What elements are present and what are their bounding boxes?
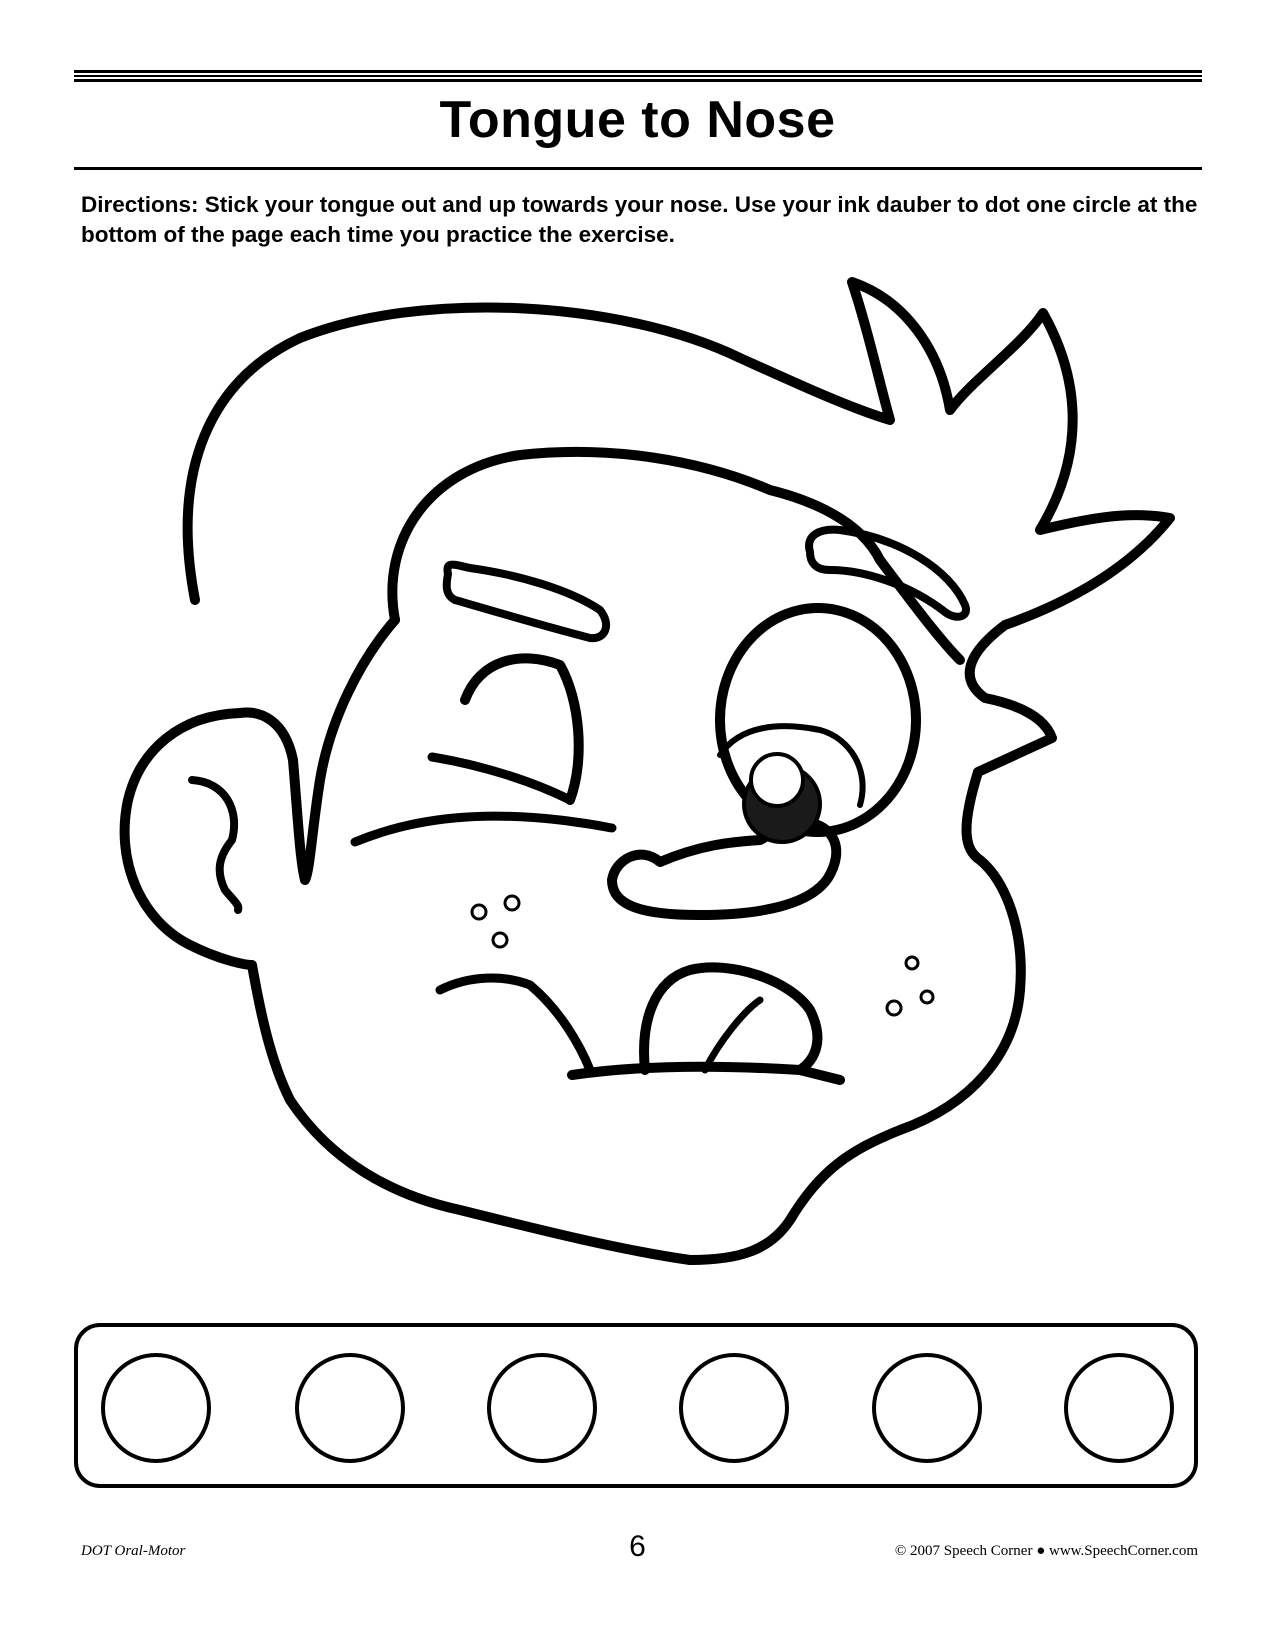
practice-circle-3[interactable] — [487, 1353, 597, 1463]
practice-circle-6[interactable] — [1064, 1353, 1174, 1463]
practice-circle-box — [74, 1323, 1198, 1488]
smile — [440, 978, 590, 1070]
freckle — [906, 957, 918, 969]
footer-copyright: © 2007 Speech Corner ● www.SpeechCorner.com — [894, 1543, 1198, 1559]
page-title: Tongue to Nose — [439, 91, 836, 149]
wink-lid — [432, 757, 570, 800]
tongue — [644, 967, 817, 1070]
practice-circle-1[interactable] — [101, 1353, 211, 1463]
left-eyebrow — [447, 565, 606, 639]
footer-series-name: DOT Oral-Motor — [81, 1543, 186, 1559]
freckle — [887, 1001, 901, 1015]
tongue-groove — [705, 1000, 760, 1070]
hair-outline — [188, 282, 1170, 772]
directions-text: Directions: Stick your tongue out and up towards your nose. Use your ink dauber to dot one circle at the bottom of the page each time you practice the exercise. — [81, 192, 1198, 247]
ear-inner — [192, 780, 238, 910]
page-number: 6 — [629, 1530, 646, 1563]
cheek-crease — [355, 816, 612, 842]
freckle — [472, 905, 486, 919]
practice-circle-4[interactable] — [679, 1353, 789, 1463]
practice-circle-5[interactable] — [872, 1353, 982, 1463]
freckle — [493, 933, 507, 947]
freckle — [505, 896, 519, 910]
practice-circle-2[interactable] — [295, 1353, 405, 1463]
eye-highlight — [751, 754, 803, 806]
freckle — [921, 991, 933, 1003]
